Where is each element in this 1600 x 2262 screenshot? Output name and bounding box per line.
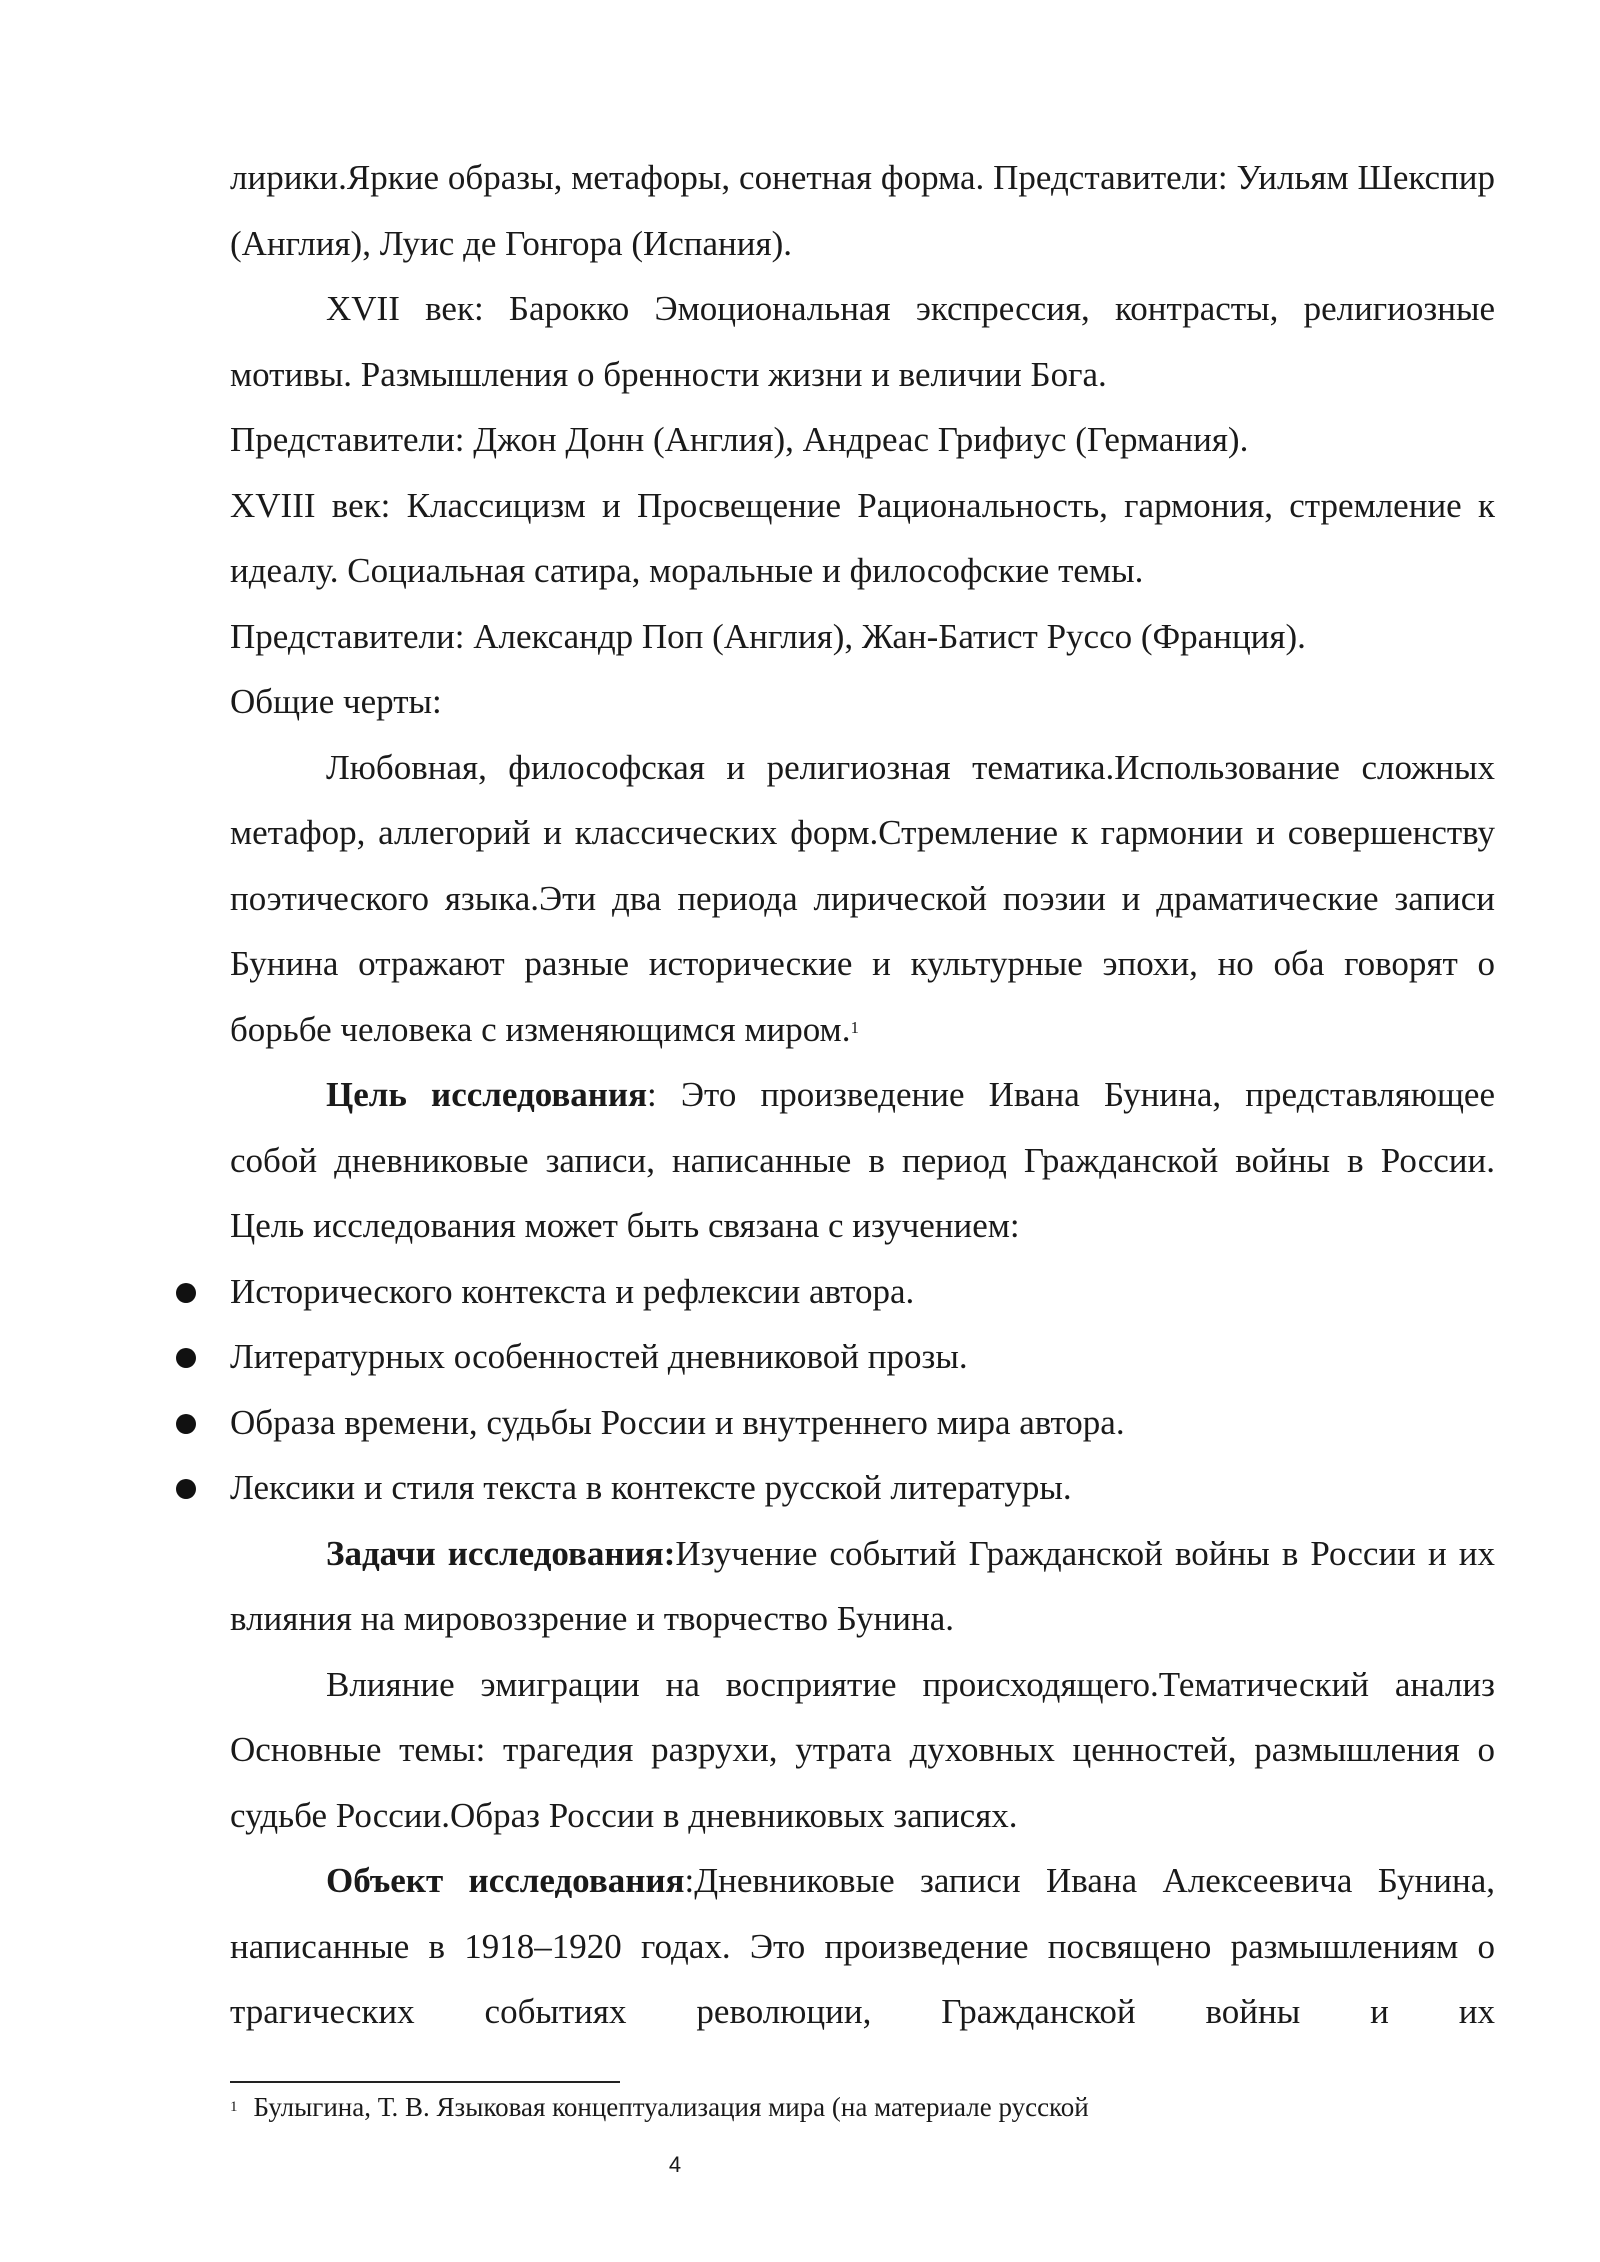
- list-item: [230, 1390, 1495, 1456]
- list-item-text: Лексики и стиля текста в контексте русской литературы.: [230, 1468, 1072, 1507]
- paragraph-common-features: [230, 735, 1495, 1063]
- paragraph-classicism-representatives: Представители: Александр Поп (Англия), Жан-Батист Руссо (Франция).: [230, 616, 1306, 656]
- research-goal-label: Цель исследования: [326, 1075, 648, 1114]
- list-item-text: Литературных особенностей дневниковой прозы.: [230, 1337, 968, 1376]
- list-item: [230, 1324, 1495, 1390]
- research-tasks-text: Изучение событий Гражданской войны в России и их влияния на мировоззрение и творчество Бунина.: [230, 1533, 1495, 1638]
- research-goal-list: [230, 1259, 1495, 1521]
- footnote-text: Булыгина, Т. В. Языковая концептуализация мира (на материале русской: [253, 2092, 1089, 2122]
- body-text: [230, 145, 1495, 2045]
- common-features-text: Любовная, философская и религиозная тематика.Использование сложных метафор, аллегорий и классических форм.Стремление к гармонии и совершенству поэтического языка.Эти два периода лирической поэзии и драматические записи Бунина отражают разные исторические и культурные эпохи, но оба говорят о борьбе человека с изменяющимся миром.: [230, 747, 1495, 1049]
- bullet-icon: [176, 1414, 196, 1434]
- list-item-text: Исторического контекста и рефлексии автора.: [230, 1271, 915, 1311]
- footnote-reference[interactable]: 1: [850, 1017, 859, 1037]
- footnote: [230, 2088, 1495, 2126]
- page-number: 4: [668, 2152, 682, 2177]
- bullet-icon: [176, 1348, 196, 1368]
- paragraph-research-tasks: [230, 1521, 1495, 1652]
- paragraph-classicism: XVIII век: Классицизм и Просвещение Рациональность, гармония, стремление к идеалу. Социальная сатира, моральные и философские темы.: [230, 485, 1495, 590]
- list-item-text: Образа времени, судьбы России и внутреннего мира автора.: [230, 1402, 1125, 1442]
- bullet-icon: [176, 1479, 196, 1499]
- paragraph-emigration: Влияние эмиграции на восприятие происходящего.Тематический анализ Основные темы: трагедия разрухи, утрата духовных ценностей, размышления о судьбе России.Образ России в дневниковых записях.: [230, 1664, 1495, 1835]
- research-goal-text: : Это произведение Ивана Бунина, представляющее собой дневниковые записи, написанные в период Гражданской войны в России. Цель исследования может быть связана с изучением:: [230, 1075, 1495, 1245]
- research-object-text: :Дневниковые записи Ивана Алексеевича Бунина, написанные в 1918–1920 годах. Это произведение посвящено размышлениям о трагических событиях революции, Гражданской войны и их: [230, 1861, 1495, 2031]
- footnote-marker: 1: [230, 2099, 238, 2115]
- paragraph-baroque-representatives: Представители: Джон Донн (Англия), Андреас Грифиус (Германия).: [230, 420, 1249, 459]
- research-object-label: Объект исследования: [326, 1861, 685, 1900]
- paragraph-common-features-heading: Общие черты:: [230, 682, 442, 721]
- paragraph-research-object: [230, 1848, 1495, 2045]
- paragraph-baroque: XVII век: Барокко Эмоциональная экспрессия, контрасты, религиозные мотивы. Размышления о бренности жизни и величии Бога.: [230, 289, 1495, 394]
- list-item: [230, 1259, 1495, 1325]
- paragraph-research-goal: [230, 1062, 1495, 1259]
- bullet-icon: [176, 1283, 196, 1303]
- footnote-separator: [230, 2081, 620, 2083]
- list-item: [230, 1455, 1495, 1521]
- research-tasks-label: Задачи исследования:: [326, 1533, 676, 1573]
- paragraph-renaissance-end: лирики.Яркие образы, метафоры, сонетная форма. Представители: Уильям Шекспир (Англия), Луис де Гонгора (Испания).: [230, 158, 1495, 263]
